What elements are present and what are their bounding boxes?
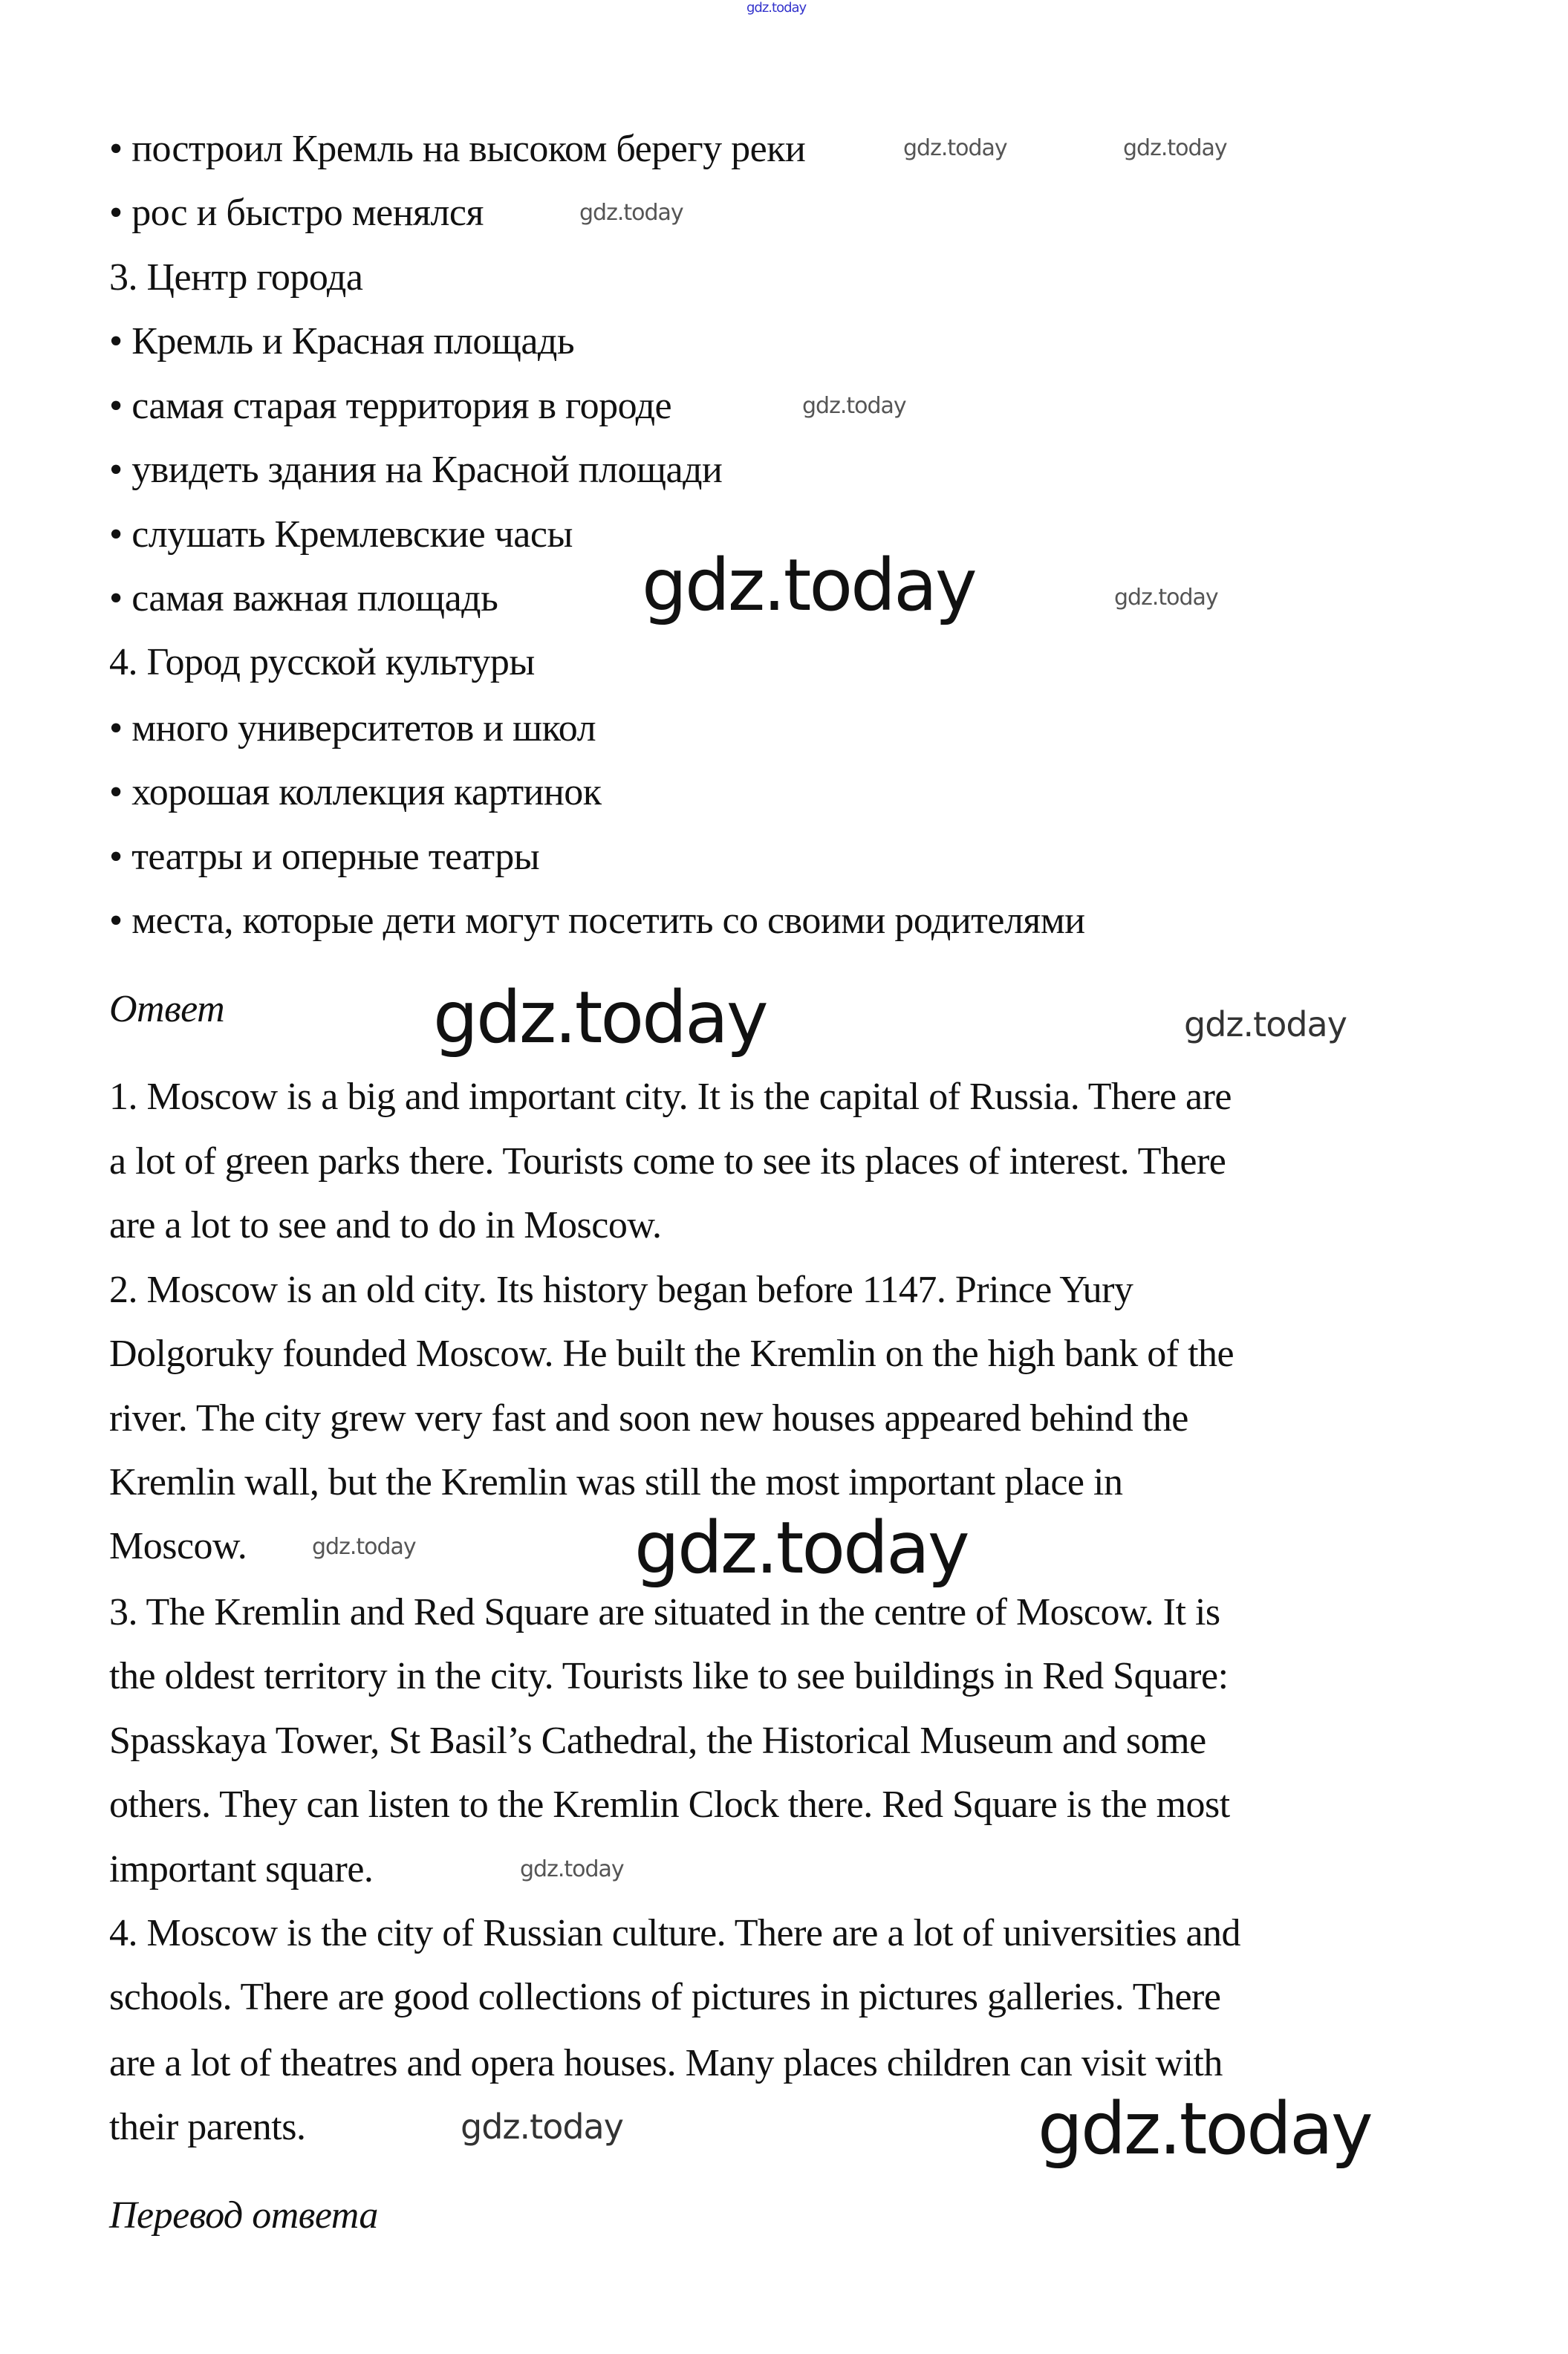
answer-line: are a lot to see and to do in Moscow.: [109, 1204, 662, 1246]
section-heading: 3. Центр города: [109, 256, 363, 299]
watermark: gdz.today: [1038, 2087, 1371, 2171]
watermark: gdz.today: [312, 1534, 416, 1560]
list-item: • рос и быстро менялся: [109, 192, 484, 234]
watermark: gdz.today: [746, 0, 807, 16]
list-item: • места, которые дети могут посетить со своими родителями: [109, 900, 1085, 942]
answer-line: a lot of green parks there. Tourists come to see its places of interest. There: [109, 1140, 1226, 1183]
answer-line: the oldest territory in the city. Tourists like to see buildings in Red Square:: [109, 1655, 1229, 1697]
section-heading: 4. Город русской культуры: [109, 641, 535, 683]
watermark: gdz.today: [579, 200, 683, 226]
watermark: gdz.today: [461, 2107, 623, 2147]
watermark: gdz.today: [802, 393, 906, 419]
list-item: • хорошая коллекция картинок: [109, 771, 602, 813]
list-item: • слушать Кремлевские часы: [109, 513, 573, 556]
list-item: • много университетов и школ: [109, 707, 596, 750]
watermark: gdz.today: [1184, 1004, 1347, 1044]
watermark: gdz.today: [433, 976, 767, 1059]
translation-heading: Перевод ответа: [109, 2194, 378, 2237]
watermark: gdz.today: [903, 135, 1007, 161]
answer-line: important square.: [109, 1848, 374, 1890]
answer-line: schools. There are good collections of pictures in pictures galleries. There: [109, 1976, 1221, 2018]
answer-line: 4. Moscow is the city of Russian culture. There are a lot of universities and: [109, 1912, 1241, 1954]
answer-line: Spasskaya Tower, St Basil’s Cathedral, the Historical Museum and some: [109, 1720, 1206, 1762]
answer-line: Dolgoruky founded Moscow. He built the Kremlin on the high bank of the: [109, 1333, 1234, 1375]
list-item: • Кремль и Красная площадь: [109, 320, 575, 362]
watermark: gdz.today: [520, 1856, 624, 1882]
answer-line: 3. The Kremlin and Red Square are situated in the centre of Moscow. It is: [109, 1591, 1220, 1633]
list-item: • самая важная площадь: [109, 577, 498, 620]
list-item: • театры и оперные театры: [109, 836, 540, 878]
watermark: gdz.today: [642, 544, 975, 627]
list-item: • построил Кремль на высоком берегу реки: [109, 128, 806, 170]
list-item: • увидеть здания на Красной площади: [109, 449, 723, 491]
answer-line: are a lot of theatres and opera houses. Many places children can visit with: [109, 2042, 1223, 2084]
answer-line: their parents.: [109, 2106, 306, 2148]
answer-line: river. The city grew very fast and soon new houses appeared behind the: [109, 1397, 1188, 1440]
answer-line: others. They can listen to the Kremlin Clock there. Red Square is the most: [109, 1784, 1230, 1826]
watermark: gdz.today: [1114, 585, 1218, 611]
watermark: gdz.today: [634, 1506, 968, 1590]
answer-line: Moscow.: [109, 1525, 247, 1567]
list-item: • самая старая территория в городе: [109, 385, 672, 427]
answer-line: 2. Moscow is an old city. Its history began before 1147. Prince Yury: [109, 1269, 1133, 1311]
watermark: gdz.today: [1123, 135, 1227, 161]
answer-line: Kremlin wall, but the Kremlin was still the most important place in: [109, 1461, 1123, 1503]
answer-line: 1. Moscow is a big and important city. It is the capital of Russia. There are: [109, 1076, 1232, 1118]
answer-heading: Ответ: [109, 988, 225, 1030]
